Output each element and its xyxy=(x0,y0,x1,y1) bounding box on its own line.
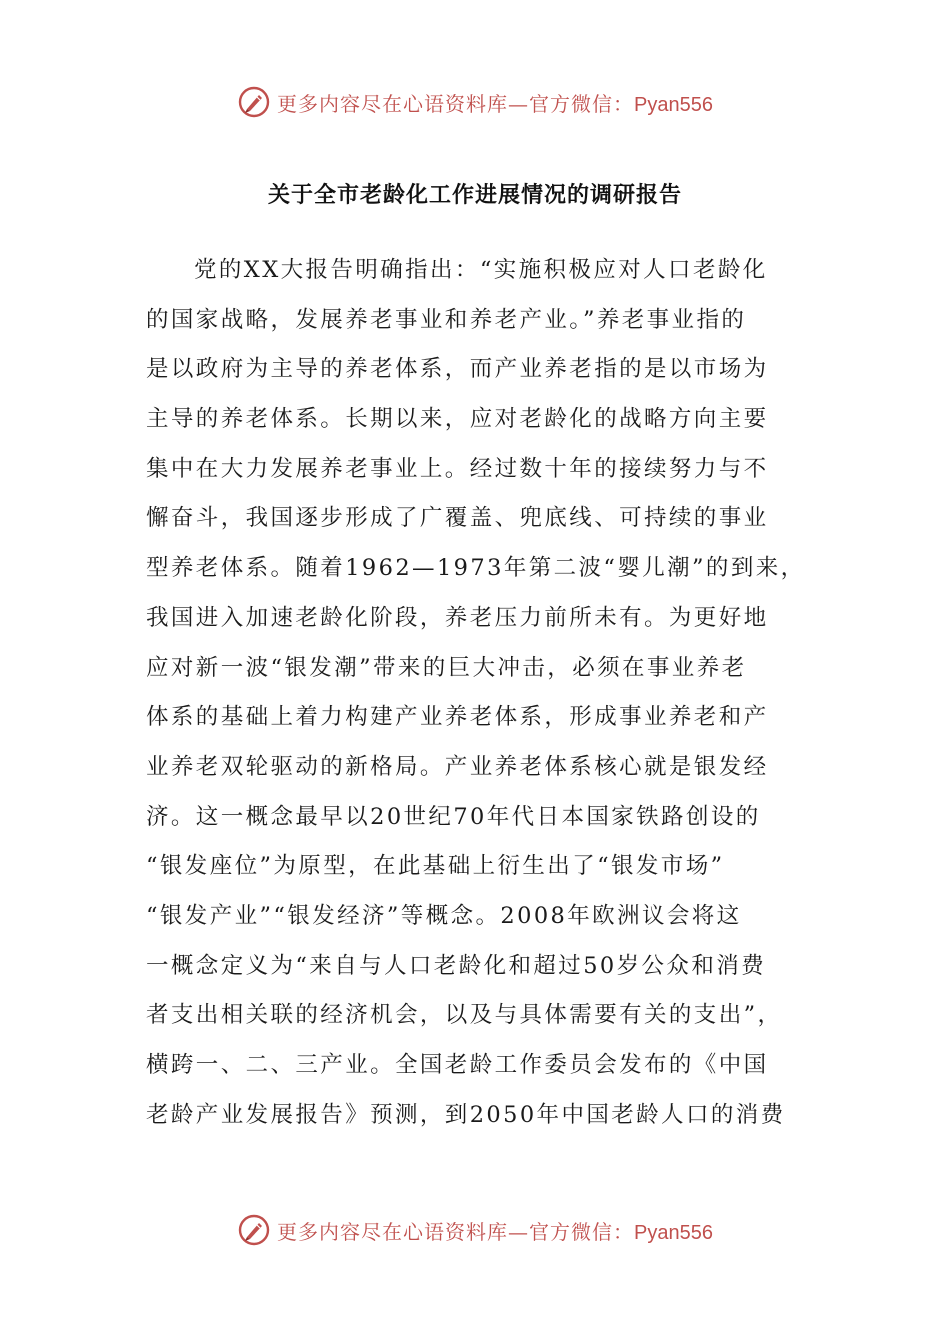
body-line: 老龄产业发展报告》预测，到2050年中国老龄人口的消费 xyxy=(146,1101,786,1128)
footer-banner-handle: Pyan556 xyxy=(634,1221,713,1244)
body-line: 的国家战略，发展养老事业和养老产业。”养老事业指的 xyxy=(146,306,747,333)
footer-banner-text xyxy=(277,1216,713,1245)
footer-banner-label: 更多内容尽在心语资料库—官方微信： xyxy=(277,1219,635,1244)
body-line: 是以政府为主导的养老体系，而产业养老指的是以市场为 xyxy=(146,356,769,383)
body-line: 者支出相关联的经济机会，以及与具体需要有关的支出”， xyxy=(146,1002,783,1029)
pen-nib-logo-icon xyxy=(237,85,271,119)
document-title: 关于全市老龄化工作进展情况的调研报告 xyxy=(267,183,682,208)
body-line: 我国进入加速老龄化阶段，养老压力前所未有。为更好地 xyxy=(146,604,769,631)
body-line: 应对新一波“银发潮”带来的巨大冲击，必须在事业养老 xyxy=(146,654,747,681)
header-banner-label: 更多内容尽在心语资料库—官方微信： xyxy=(277,91,635,116)
body-line: “银发产业”“银发经济”等概念。2008年欧洲议会将这 xyxy=(146,902,742,929)
header-banner-handle: Pyan556 xyxy=(634,93,713,116)
header-watermark-banner xyxy=(0,82,950,122)
footer-watermark-banner xyxy=(0,1210,950,1250)
body-line: 党的XX大报告明确指出：“实施积极应对人口老龄化 xyxy=(194,257,768,283)
body-line: 横跨一、二、三产业。全国老龄工作委员会发布的《中国 xyxy=(146,1052,769,1078)
body-line: 业养老双轮驱动的新格局。产业养老体系核心就是银发经 xyxy=(146,753,769,780)
body-line: “银发座位”为原型，在此基础上衍生出了“银发市场” xyxy=(146,853,725,880)
header-banner-text xyxy=(277,88,713,117)
body-line: 集中在大力发展养老事业上。经过数十年的接续努力与不 xyxy=(146,455,769,482)
body-line: 主导的养老体系。长期以来，应对老龄化的战略方向主要 xyxy=(146,406,769,433)
body-line: 懈奋斗，我国逐步形成了广覆盖、兜底线、可持续的事业 xyxy=(146,505,769,532)
document-body xyxy=(146,246,806,1140)
body-line: 济。这一概念最早以20世纪70年代日本国家铁路创设的 xyxy=(146,803,761,830)
body-line: 型养老体系。随着1962—1973年第二波“婴儿潮”的到来， xyxy=(146,555,806,582)
pen-nib-logo-icon xyxy=(237,1213,271,1247)
body-line: 一概念定义为“来自与人口老龄化和超过50岁公众和消费 xyxy=(146,952,767,979)
body-line: 体系的基础上着力构建产业养老体系，形成事业养老和产 xyxy=(146,704,769,731)
